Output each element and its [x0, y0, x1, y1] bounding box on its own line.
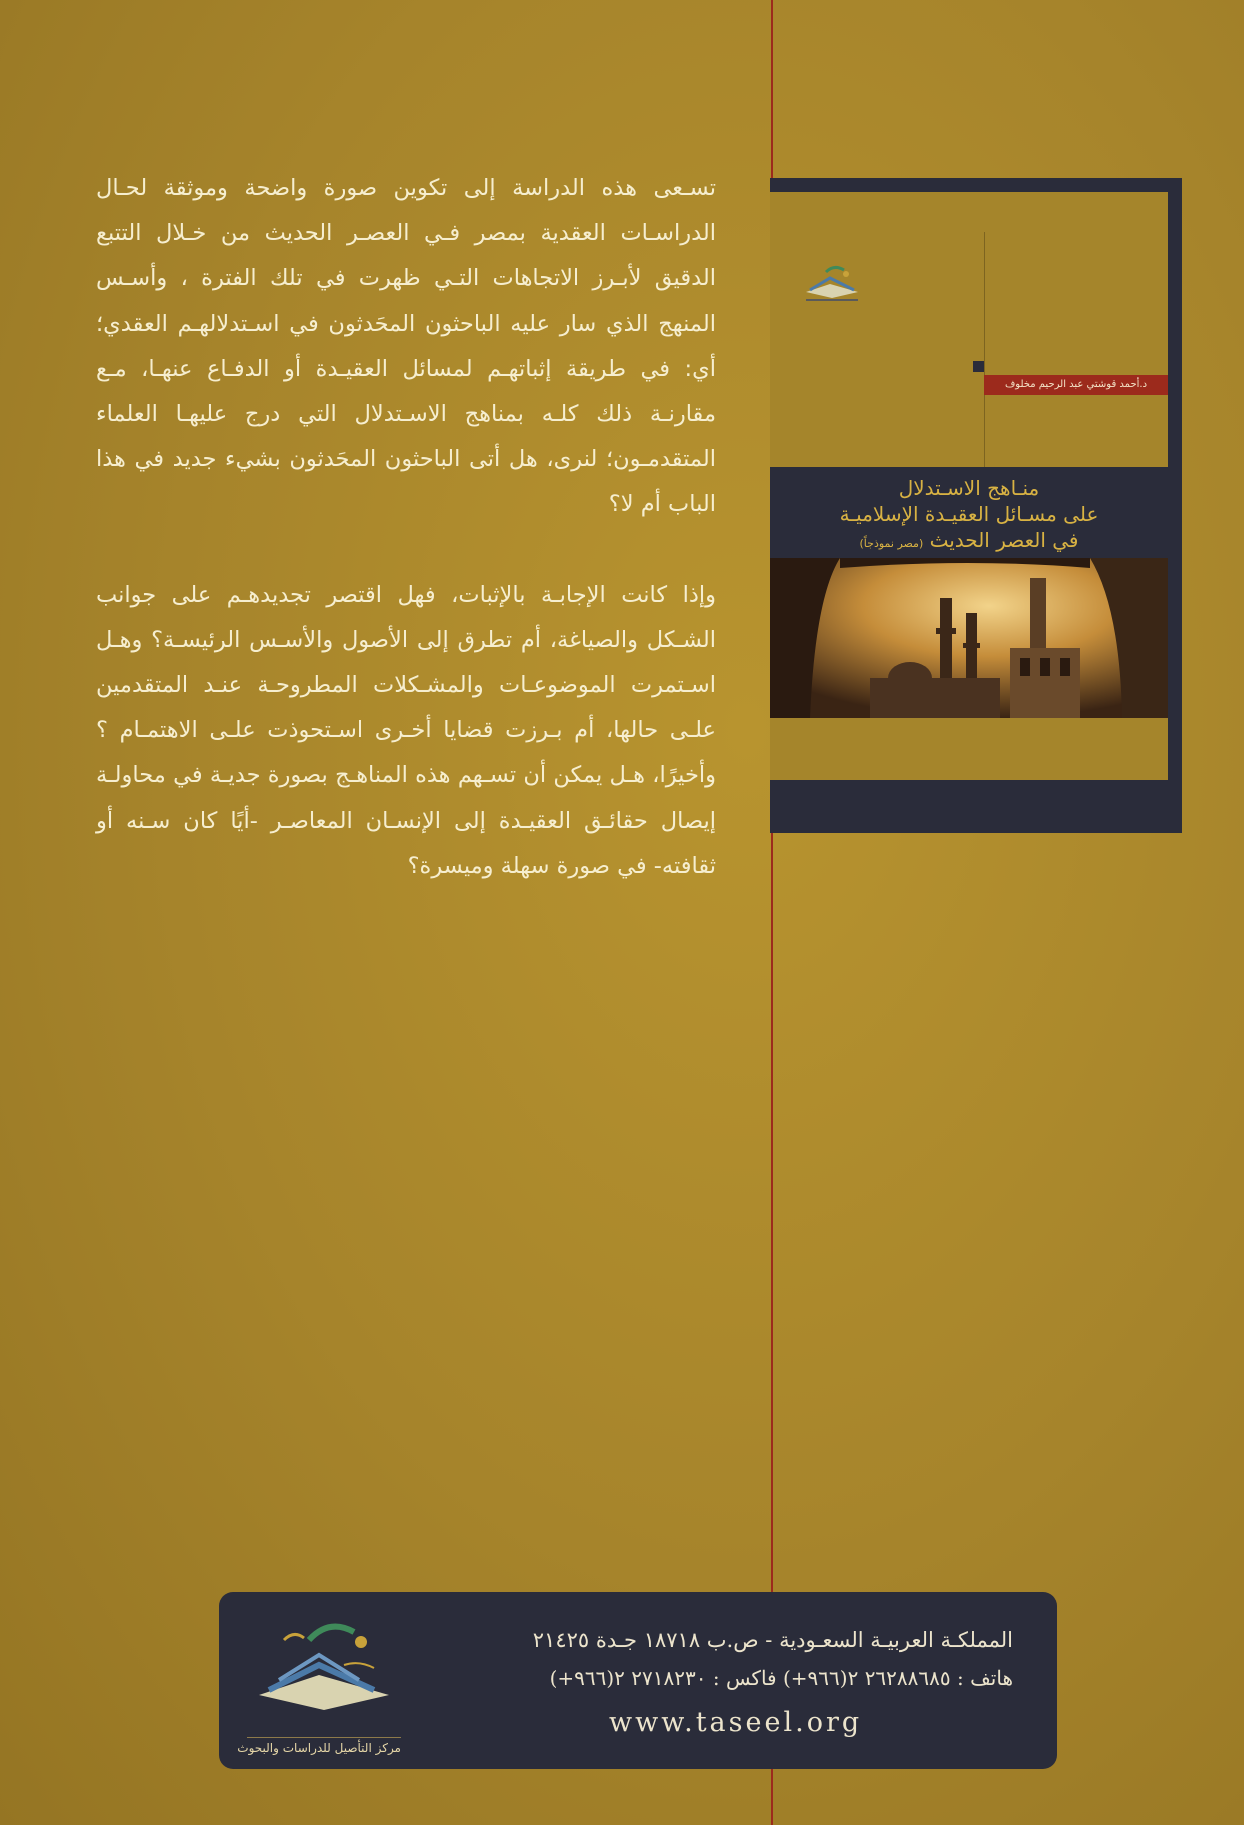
thumbnail-author: د.أحمد قوشتي عبد الرحيم مخلوف — [984, 375, 1168, 395]
thumbnail-title-line2: على مسـائل العقيـدة الإسلاميـة — [839, 502, 1099, 526]
footer-website: www.taseel.org — [609, 1707, 863, 1738]
front-cover-thumbnail — [770, 178, 1182, 833]
blurb-paragraph-2: وإذا كانت الإجابـة بالإثبات، فهل اقتصر تجديدهـم على جوانب الشـكل والصياغة، أم تطرق إلى الأصول والأسـس الرئيسـة؟ وهـل اسـتمرت الموضوعـات والمشـكلات المطروحـة عنـد المتقدمين علـى حالها، أم بـرزت قضايا أخـرى اسـتحوذت علـى الاهتمـام ؟ وأخيرًا، هـل يمكن أن تسـهم هذه المناهـج بصورة جديـة في محاولـة إيصال حقائـق العقيـدة إلى الإنسـان المعاصـر -أيًا كان سـنه أو ثقافته- في صورة سهلة وميسرة؟ — [96, 581, 716, 879]
taseel-logo-icon — [249, 1610, 399, 1730]
publisher-logo-icon — [800, 262, 864, 304]
thumbnail-square-mark — [973, 361, 984, 372]
footer-phones: هاتف : ٢٦٢٨٨٦٨٥ ٢(٩٦٦+) فاكس : ٢٧١٨٢٣٠ ٢(٩٦٦+) — [549, 1666, 1013, 1690]
thumbnail-title-box — [770, 467, 1168, 569]
thumbnail-title-line3-text: في العصر الحديث — [929, 528, 1079, 552]
publisher-footer — [219, 1592, 1057, 1769]
thumbnail-subtitle: (مصر نموذجاً) — [859, 537, 924, 550]
footer-address: المملكـة العربيـة السعـودية - ص.ب ١٨٧١٨ جـدة ٢١٤٢٥ — [532, 1628, 1013, 1652]
thumbnail-title-line3 — [770, 527, 1168, 557]
mosque-photo — [770, 558, 1168, 718]
blurb-text — [96, 166, 716, 889]
thumbnail-title-line1: منـاهج الاسـتدلال — [898, 476, 1040, 500]
blurb-paragraph-1: تسـعى هذه الدراسة إلى تكوين صورة واضحة وموثقة لحـال الدراسـات العقدية بمصر فـي العصـر الحديث من خـلال التتبع الدقيق لأبـرز الاتجاهات التـي ظهرت في تلك الفترة ، وأسـس المنهج الذي سار عليه الباحثون المحَدثون في اسـتدلالهـم العقدي؛ أي: في طريقة إثباتهـم لمسائل العقيـدة أو الدفـاع عنهـا، مـع مقارنـة ذلك كلـه بمناهج الاسـتدلال التي درج عليهـا العلماء المتقدمـون؛ لنرى، هل أتى الباحثون المحَدثون بشيء جديد في هذا الباب أم لا؟ — [96, 175, 716, 518]
footer-logo-caption: مركز التأصيل للدراسات والبحوث — [247, 1737, 401, 1755]
thumbnail-bottom-panel — [770, 718, 1168, 780]
